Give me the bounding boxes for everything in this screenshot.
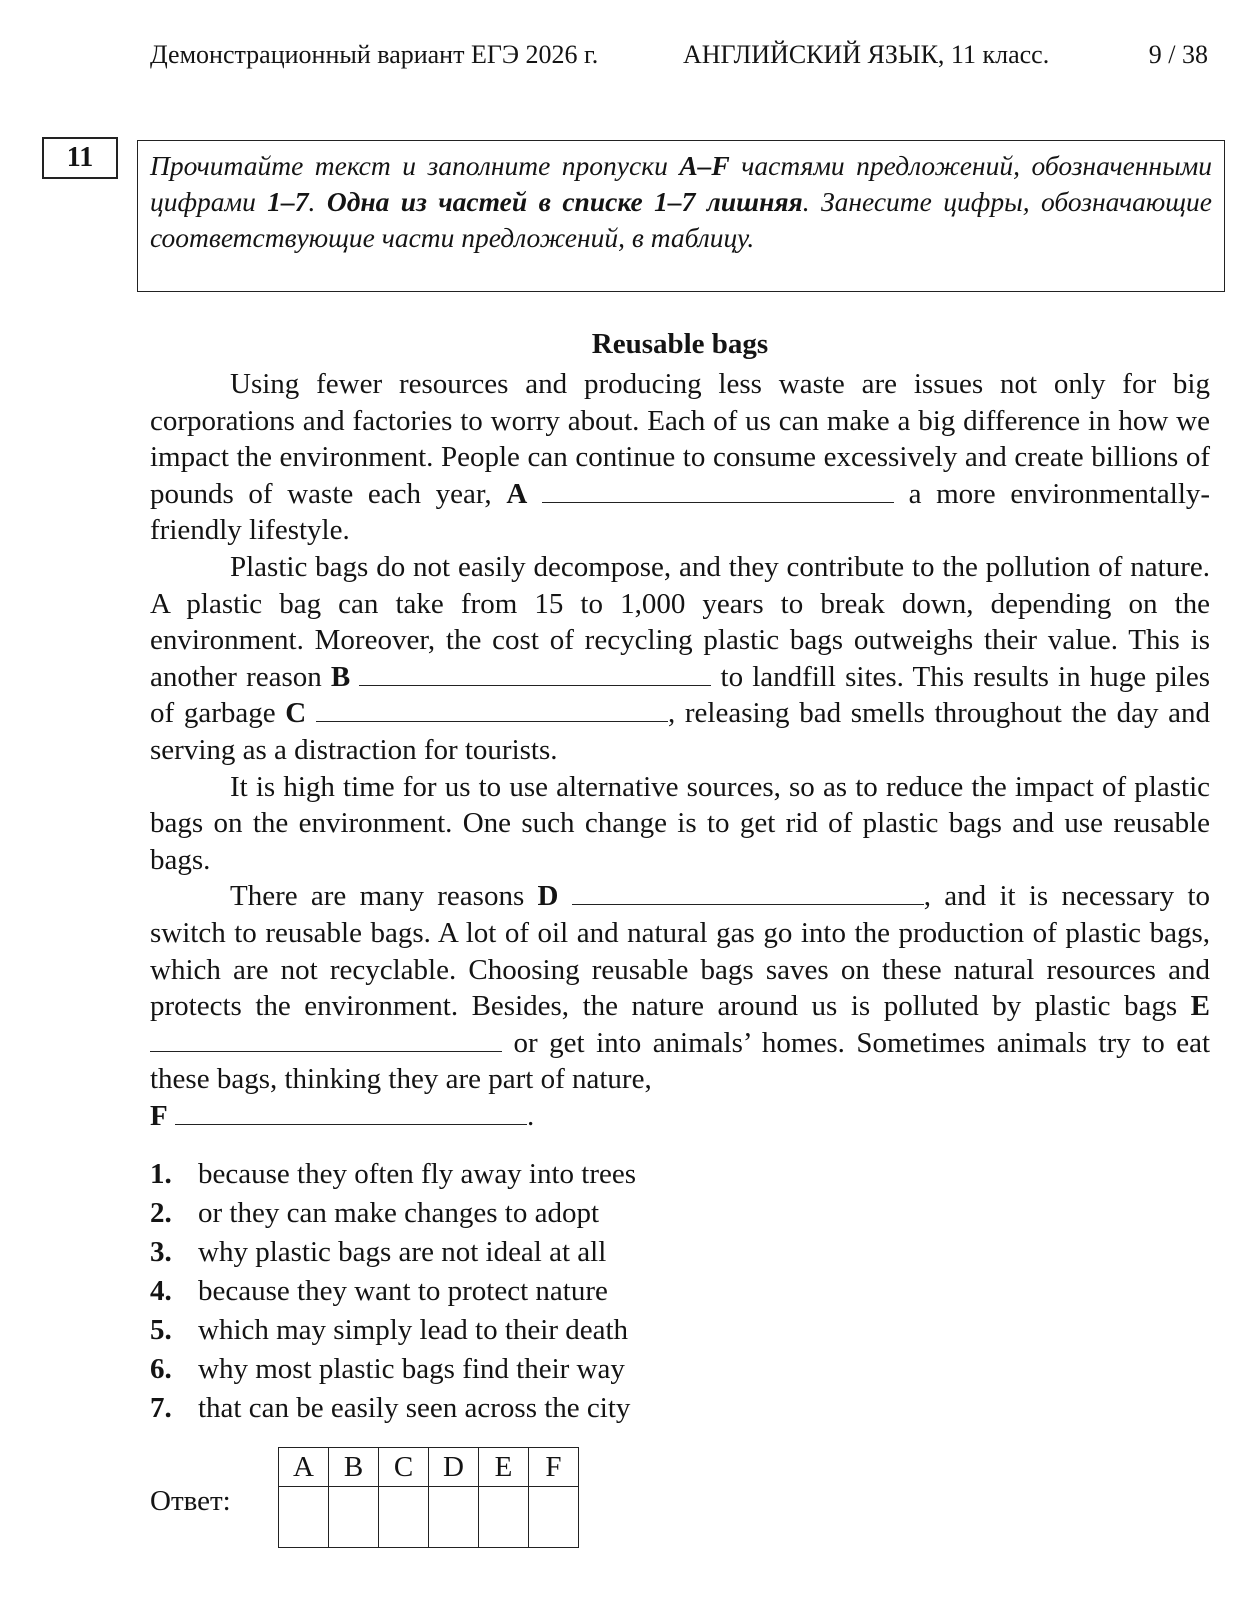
gap-a-blank — [542, 476, 894, 503]
gap-label-e: E — [1190, 990, 1210, 1023]
answer-table — [278, 1447, 579, 1548]
paragraph-3 — [150, 769, 1210, 879]
gap-label-d: D — [537, 880, 559, 913]
gap-c-blank — [316, 695, 668, 722]
gap-f-blank — [175, 1098, 527, 1125]
gap-label-c: C — [285, 697, 307, 730]
option-text: or they can make changes to adopt — [198, 1197, 600, 1229]
paragraph-4-end — [150, 1098, 1210, 1135]
p1-text-a: Using fewer resources and producing less waste are issues not only for big corporations and factories to worry about. Each of us can make a big difference in how we impact the environment. People can continue to consume excessively and create billions of pounds of waste each year, — [150, 368, 1210, 510]
answer-cell-f[interactable] — [529, 1487, 579, 1548]
p4-text-c: or get into animals’ homes. Sometimes animals try to eat these bags, thinking they are part of nature, — [150, 1026, 1210, 1096]
answer-cell-b[interactable] — [329, 1487, 379, 1548]
option-item — [150, 1350, 636, 1389]
option-text: because they want to protect nature — [198, 1275, 608, 1307]
answer-header-c: C — [379, 1448, 429, 1487]
option-item — [150, 1311, 636, 1350]
gap-label-b: B — [330, 660, 351, 693]
option-item — [150, 1389, 636, 1428]
option-number: 3. — [150, 1236, 172, 1268]
option-number: 4. — [150, 1275, 172, 1307]
paragraph-1 — [150, 366, 1210, 549]
p4-text-b: , and it is necessary to switch to reusable bags. A lot of oil and natural gas go into the production of plastic bags, which are not recyclable. Choosing reusable bags saves on these natural resources and protects the environment. Besides, the nature around us is polluted by plastic bags — [150, 880, 1210, 1023]
answer-cell-c[interactable] — [379, 1487, 429, 1548]
option-text: that can be easily seen across the city — [198, 1392, 631, 1424]
option-item — [150, 1233, 636, 1272]
gap-label-a: A — [506, 477, 528, 510]
option-text: why plastic bags are not ideal at all — [198, 1236, 607, 1268]
header-page-number: 9 / 38 — [1148, 40, 1208, 69]
gap-e-blank — [150, 1025, 502, 1052]
option-item — [150, 1194, 636, 1233]
option-number: 2. — [150, 1197, 172, 1229]
options-list — [150, 1155, 636, 1428]
option-text: why most plastic bags find their way — [198, 1353, 625, 1385]
answer-header-f: F — [529, 1448, 579, 1487]
gap-d-blank — [572, 878, 924, 905]
option-item — [150, 1155, 636, 1194]
p4-text-a: There are many reasons — [230, 880, 525, 913]
answer-cell-a[interactable] — [279, 1487, 329, 1548]
instruction-text-2: частями предложений, обозначенными цифрами — [150, 150, 1212, 217]
header-exam-title: Демонстрационный вариант ЕГЭ 2026 г. — [150, 40, 599, 69]
task-number: 11 — [42, 137, 118, 179]
p3-text: It is high time for us to use alternative sources, so as to reduce the impact of plastic bags on the environment. One such change is to get rid of plastic bags and use reusable bags. — [150, 770, 1210, 876]
option-text: because they often fly away into trees — [198, 1158, 637, 1190]
paragraph-2 — [150, 549, 1210, 769]
instruction-text-4: . Занесите цифры, обозначающие соответствующие части предложений, в таблицу. — [150, 186, 1212, 253]
instruction-bold-3: Одна из частей в списке 1–7 лишняя — [326, 186, 803, 217]
instruction-bold-2: 1–7 — [267, 186, 309, 217]
option-text: which may simply lead to their death — [198, 1314, 629, 1346]
option-number: 7. — [150, 1392, 172, 1424]
answer-input-row — [279, 1487, 579, 1548]
header-subject: АНГЛИЙСКИЙ ЯЗЫК, 11 класс. — [683, 40, 1050, 69]
answer-header-a: A — [279, 1448, 329, 1487]
text-title: Reusable bags — [591, 328, 769, 360]
option-number: 1. — [150, 1158, 172, 1190]
option-item — [150, 1272, 636, 1311]
p2-text-c: , releasing bad smells throughout the day and serving as a distraction for tourists. — [150, 697, 1211, 766]
gap-label-f: F — [150, 1099, 168, 1132]
p2-text-b: to landfill sites. This results in huge piles of garbage — [150, 660, 1211, 730]
instruction-text-3: . — [308, 186, 327, 217]
instruction-text-1: Прочитайте текст и заполните пропуски — [150, 150, 680, 181]
answer-label: Ответ: — [150, 1485, 231, 1517]
answer-cell-e[interactable] — [479, 1487, 529, 1548]
option-number: 5. — [150, 1314, 172, 1346]
answer-header-d: D — [429, 1448, 479, 1487]
gap-b-blank — [359, 659, 711, 686]
answer-cell-d[interactable] — [429, 1487, 479, 1548]
p4-text-d: . — [526, 1099, 535, 1132]
instruction-bold-1: A–F — [679, 150, 730, 181]
answer-header-row — [279, 1448, 579, 1487]
task-instruction — [137, 140, 1225, 292]
reading-text — [150, 366, 1210, 1134]
p2-text-a: Plastic bags do not easily decompose, and they contribute to the pollution of nature. A plastic bag can take from 15 to 1,000 years to break down, depending on the environment. Moreover, the cost of recycling plastic bags outweighs their value. This is another reason — [150, 550, 1210, 693]
answer-header-b: B — [329, 1448, 379, 1487]
p1-text-b: a more environmentally-friendly lifestyle. — [150, 477, 1211, 547]
paragraph-4 — [150, 878, 1210, 1098]
answer-header-e: E — [479, 1448, 529, 1487]
option-number: 6. — [150, 1353, 172, 1385]
